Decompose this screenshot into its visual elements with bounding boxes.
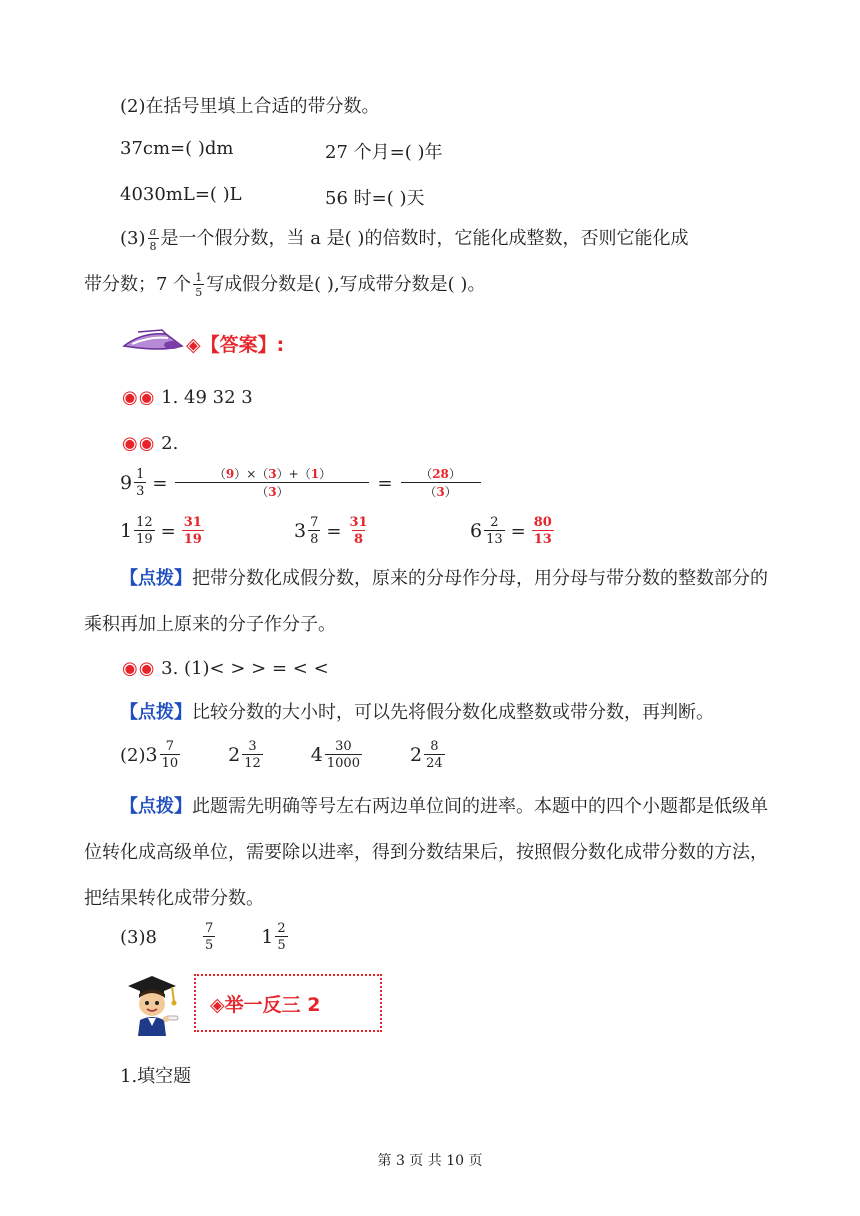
page-footer: 第 3 页 共 10 页 — [377, 1153, 483, 1169]
answer-3-3-prefix: (3) — [120, 926, 146, 948]
eq-big-fraction: $\frac{(9)\times(3)+(1)}{(3)}$ — [175, 468, 369, 498]
answer-2-item-3-result: $\frac{80}{13}$ — [533, 515, 552, 547]
tip-3-label: 【点拨】 — [120, 796, 192, 817]
answer-3-marker: ◉◉ — [122, 658, 156, 679]
q3-prefix: (3) — [120, 228, 146, 249]
q3-fraction-a-over-8: $\frac{a}{8}$ — [149, 225, 157, 253]
answer-1-text: 1. 49 32 3 — [161, 387, 253, 408]
q3-line2 — [84, 270, 485, 300]
section-title: ◈举一反三 2 — [210, 993, 321, 1016]
tip-2-text: 比较分数的大小时，可以先将假分数化成整数或带分数，再判断。 — [192, 702, 714, 723]
tip-3-text: 此题需先明确等号左右两边单位间的进率。本题中的四个小题都是低级单位转化成高级单位，需要除以进率，得到分数结果后，按照假分数化成带分数的方法，把结果转化成带分数。 — [84, 796, 768, 909]
q2-item-4030ml: 4030mL=( )L — [120, 184, 242, 205]
answer-3-text: 3. (1)< > > = < < — [161, 658, 329, 679]
eq-whole: 9 — [120, 472, 133, 494]
answer-3 — [122, 658, 329, 679]
pen-icon — [122, 326, 184, 359]
q3-fraction-1-over-5: $\frac{1}{5}$ — [195, 271, 203, 299]
q3-line2-text-b: 写成假分数是( ),写成带分数是( )。 — [206, 274, 486, 295]
q3-line1 — [120, 224, 688, 254]
q2-item-27months: 27 个月=( )年 — [325, 142, 443, 163]
tip-3 — [84, 784, 780, 922]
answer-2-label — [122, 433, 178, 454]
q2-item-56hours: 56 时=( )天 — [325, 188, 425, 209]
eq-fraction: $\frac{1}{3}$ — [136, 467, 145, 499]
q3-line2-text-a: 带分数；7 个 — [84, 274, 192, 295]
answer-2-marker: ◉◉ — [122, 433, 156, 454]
answer-2-item-2-result: $\frac{31}{8}$ — [349, 515, 368, 547]
answer-1-marker: ◉◉ — [122, 387, 156, 408]
answer-3-3-mixed: $\frac{2}{5}$ — [277, 921, 286, 953]
q3-line1-text: 是一个假分数，当 a 是( )的倍数时，它能化成整数，否则它能化成 — [160, 228, 689, 249]
tip-1-label: 【点拨】 — [120, 568, 192, 589]
next-question: 1.填空题 — [120, 1066, 192, 1087]
q2-item-37cm: 37cm=( )dm — [120, 138, 234, 159]
answer-3-3-value-1: 8 — [145, 926, 157, 948]
section-title-box — [194, 974, 382, 1032]
answer-3-3: (3) 8 $\frac{7}{5}$ 1 $\frac{2}{5}$ — [120, 921, 286, 953]
answer-3-2: (2) 3 $\frac{7}{10}$ 2 $\frac{3}{12}$ 4 $\frac{30}{1000}$ 2 $\frac{8}{24}$ — [120, 739, 443, 771]
eq-sign-2: = — [377, 472, 393, 494]
answer-1 — [122, 387, 253, 408]
answer-2-equation — [120, 468, 485, 498]
answer-2-number: 2. — [161, 433, 179, 454]
answer-2-item-2: 3 $\frac{7}{8}$ = $\frac{31}{8}$ — [294, 515, 368, 547]
eq-sign-1: = — [152, 472, 168, 494]
tip-2-label: 【点拨】 — [120, 702, 192, 723]
graduate-boy-icon — [122, 972, 182, 1043]
answer-2-item-3: 6 $\frac{2}{13}$ = $\frac{80}{13}$ — [470, 515, 552, 547]
eq-result-fraction: $\frac{(28)}{(3)}$ — [401, 468, 481, 498]
answer-3-2-prefix: (2) — [120, 744, 146, 766]
tip-2 — [84, 690, 780, 736]
q2-title: (2)在括号里填上合适的带分数。 — [120, 96, 380, 117]
tip-1-text: 把带分数化成假分数，原来的分母作分母，用分母与带分数的整数部分的乘积再加上原来的分子作分子。 — [84, 568, 768, 635]
tip-1 — [84, 556, 780, 648]
answer-2-item-1: 1 $\frac{12}{19}$ = $\frac{31}{19}$ — [120, 515, 202, 547]
answer-2-item-1-result: $\frac{31}{19}$ — [183, 515, 202, 547]
answer-header: ◈【答案】: — [186, 334, 285, 356]
answer-3-3-fraction: $\frac{7}{5}$ — [204, 921, 214, 953]
